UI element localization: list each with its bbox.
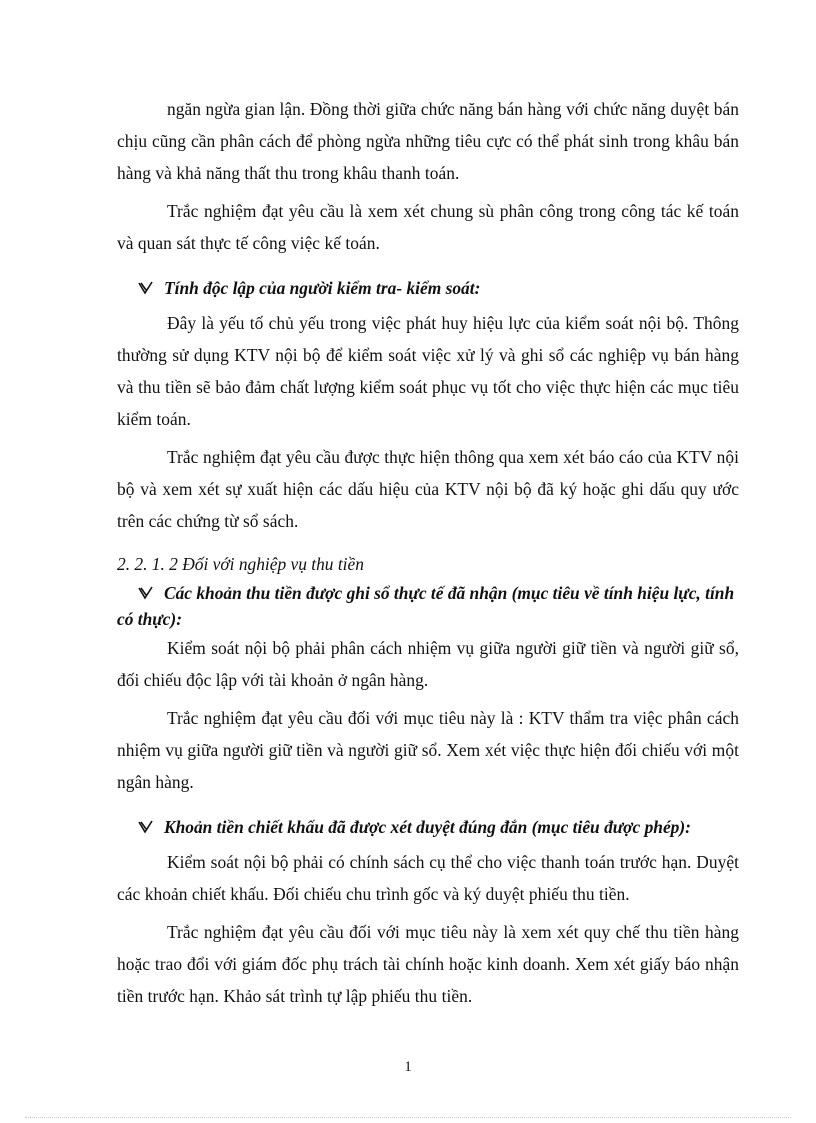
spacer bbox=[117, 537, 739, 550]
checkmark-bullet-icon bbox=[138, 275, 164, 301]
spacer bbox=[117, 798, 739, 814]
heading-text: Khoản tiền chiết khấu đã được xét duyệt đúng đắn (mục tiêu được phép): bbox=[164, 817, 691, 837]
checkmark-bullet-icon bbox=[138, 814, 164, 840]
paragraph: Trắc nghiệm đạt yêu cầu đối với mục tiêu này là xem xét quy chế thu tiền hàng hoặc trao đổi với giám đốc phụ trách tài chính hoặc kinh doanh. Xem xét giấy báo nhận tiền trước hạn. Khảo sát trình tự lập phiếu thu tiền. bbox=[117, 922, 739, 1006]
paragraph: Kiểm soát nội bộ phải phân cách nhiệm vụ giữa người giữ tiền và người giữ sổ, đối chiếu độc lập với tài khoản ở ngân hàng. bbox=[117, 638, 739, 690]
heading-collections bbox=[117, 580, 739, 632]
document-body bbox=[117, 93, 739, 1012]
heading-text: Tính độc lập của người kiểm tra- kiểm soát: bbox=[164, 278, 481, 298]
heading-discount bbox=[117, 814, 739, 840]
paragraph: Kiểm soát nội bộ phải có chính sách cụ thể cho việc thanh toán trước hạn. Duyệt các khoản chiết khấu. Đối chiếu chu trình gốc và ký duyệt phiếu thu tiền. bbox=[117, 852, 739, 904]
paragraph: Trắc nghiệm đạt yêu cầu được thực hiện thông qua xem xét báo cáo của KTV nội bộ và xem xét sự xuất hiện các dấu hiệu của KTV nội bộ đã ký hoặc ghi dấu quy ước trên các chứng từ sổ sách. bbox=[117, 447, 739, 531]
page-number: 1 bbox=[404, 1059, 412, 1075]
spacer bbox=[117, 259, 739, 275]
paragraph: Trắc nghiệm đạt yêu cầu đối với mục tiêu này là : KTV thẩm tra việc phân cách nhiệm vụ giữa người giữ tiền và người giữ sổ. Xem xét việc thực hiện đối chiếu với một ngân hàng. bbox=[117, 708, 739, 792]
section-heading: 2. 2. 1. 2 Đối với nghiệp vụ thu tiền bbox=[117, 554, 364, 574]
paragraph: ngăn ngừa gian lận. Đồng thời giữa chức năng bán hàng với chức năng duyệt bán chịu cũng cần phân cách để phòng ngừa những tiêu cực có thể phát sinh trong khâu bán hàng và khả năng thất thu trong khâu thanh toán. bbox=[117, 99, 739, 183]
paragraph: Trắc nghiệm đạt yêu cầu là xem xét chung sù phân công trong công tác kế toán và quan sát thực tế công việc kế toán. bbox=[117, 201, 739, 253]
checkmark-bullet-icon bbox=[138, 580, 164, 606]
page-bottom-divider bbox=[25, 1117, 791, 1118]
paragraph: Đây là yếu tố chủ yếu trong việc phát huy hiệu lực của kiểm soát nội bộ. Thông thường sử dụng KTV nội bộ để kiểm soát việc xử lý và ghi sổ các nghiệp vụ bán hàng và thu tiền sẽ bảo đảm chất lượng kiểm soát phục vụ tốt cho việc thực hiện các mục tiêu kiểm toán. bbox=[117, 313, 739, 429]
heading-text: Các khoản thu tiền được ghi sổ thực tế đã nhận (mục tiêu về tính hiệu lực, tính có thực): bbox=[117, 583, 735, 629]
heading-independence bbox=[117, 275, 739, 301]
